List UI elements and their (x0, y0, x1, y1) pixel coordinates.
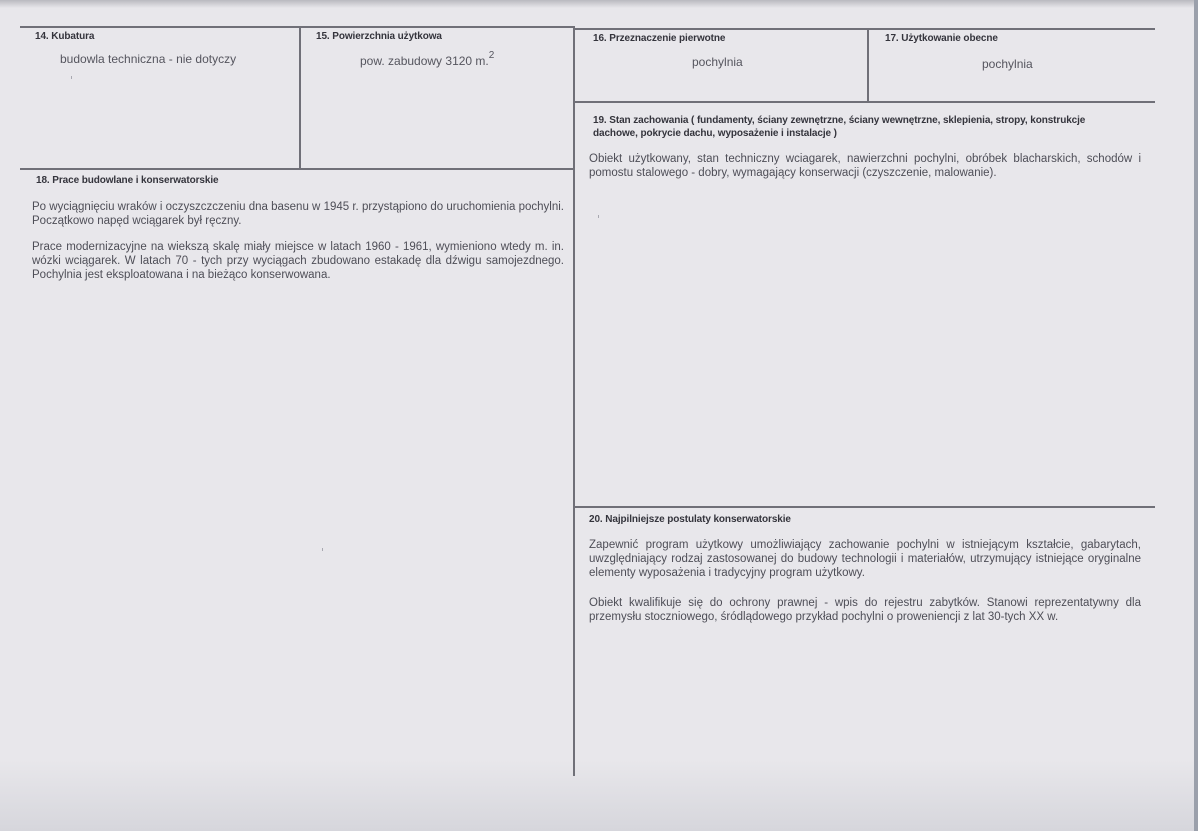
field-20-label: 20. Najpilniejsze postulaty konserwatorskie (589, 514, 791, 525)
field-16-label: 16. Przeznaczenie pierwotne (593, 33, 726, 44)
field-17-label: 17. Użytkowanie obecne (885, 33, 998, 44)
field-14-value: budowla techniczna - nie dotyczy (60, 52, 237, 66)
field-17-value: pochylnia (982, 57, 1033, 71)
field-16-value: pochylnia (692, 55, 743, 69)
center-divider (573, 26, 575, 776)
field-19-label: 19. Stan zachowania ( fundamenty, ściany zewnętrzne, ściany wewnętrzne, sklepienia, stropy, konstrukcje dachowe, pokrycie dachu, wyposażenie i instalacje ) (593, 115, 1086, 139)
scan-mark (71, 76, 72, 79)
field-15-value (360, 52, 494, 68)
row-divider-18-top (20, 168, 575, 170)
field-18-paragraph-1: Po wyciągnięciu wraków i oczyszczczeniu dna basenu w 1945 r. przystąpiono do uruchomienia pochylni. Początkowo napęd wciągarek był ręczny. (32, 201, 564, 227)
top-border-left (20, 26, 575, 28)
top-border-right (575, 28, 1155, 30)
field-18-label: 18. Prace budowlane i konserwatorskie (36, 175, 219, 186)
scan-bottom-band (0, 760, 1198, 831)
scan-top-shadow (0, 0, 1198, 8)
field-15-label: 15. Powierzchnia użytkowa (316, 31, 442, 42)
scan-right-edge (1194, 0, 1198, 831)
row-divider-16-17-bottom (575, 101, 1155, 103)
field-15-superscript: 2 (488, 50, 495, 61)
field-20-paragraph-1: Zapewnić program użytkowy umożliwiający zachowanie pochylni w istniejącym kształcie, gabarytach, uwzględniający rodzaj zastosowanej do budowy technologii i materiałów, utrzymujący istniejące oryginalne elementy wyposażenia i tradycyjny program użytkowy. (589, 539, 1141, 579)
field-18-paragraph-2: Prace modernizacyjne na wiekszą skalę miały miejsce w latach 1960 - 1961, wymieniono wtedy m. in. wózki wciągarek. W latach 70 - tych przy wyciągach zbudowano estakadę dla dźwigu samojezdnego. Pochylnia jest eksploatowana i na bieżąco konserwowana. (32, 241, 564, 281)
field-20-paragraph-2: Obiekt kwalifikuje się do ochrony prawnej - wpis do rejestru zabytków. Stanowi reprezentatywny dla przemysłu stoczniowego, śródlądowego przykład pochylni o proweniencji z lat 30-tych XX w. (589, 597, 1141, 623)
field-19-paragraph: Obiekt użytkowany, stan techniczny wciagarek, nawierzchni pochylni, obróbek blacharskich, schodów i pomostu stalowego - dobry, wymagający konserwacji (czyszczenie, malowanie). (589, 153, 1141, 179)
divider-16-17 (867, 28, 869, 102)
scan-mark (322, 548, 323, 551)
divider-14-15 (299, 26, 301, 169)
row-divider-20-top (575, 506, 1155, 508)
field-14-label: 14. Kubatura (35, 31, 95, 42)
field-15-value-text: pow. zabudowy 3120 m. (360, 54, 489, 68)
scan-mark (598, 215, 599, 218)
